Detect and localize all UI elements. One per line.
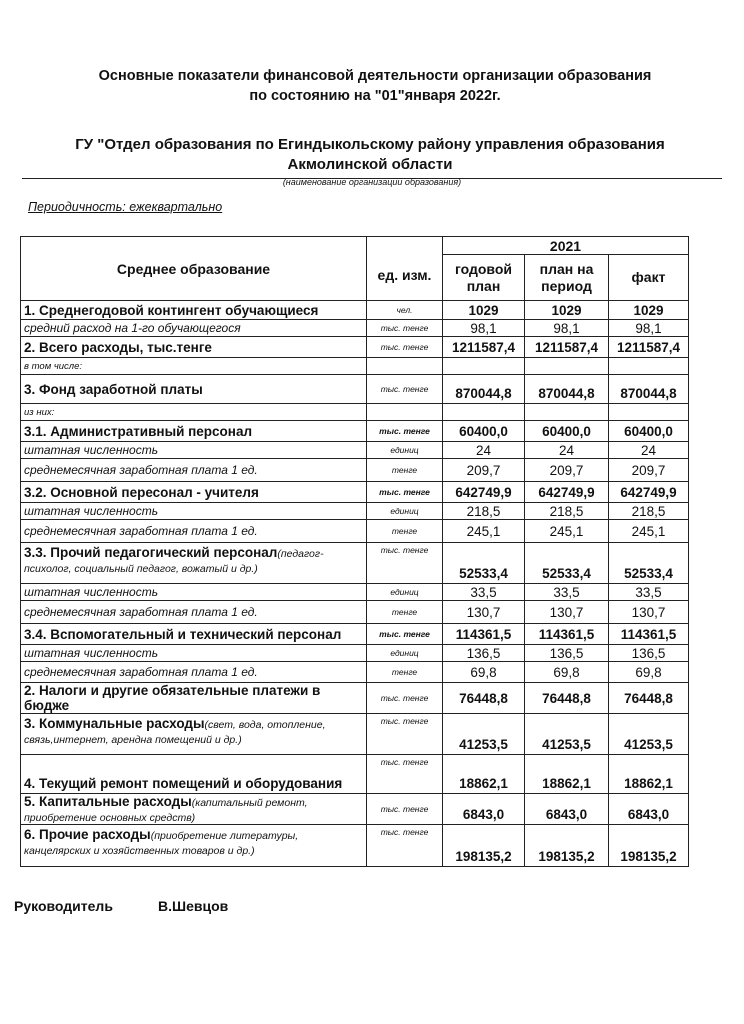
row-period-value: 18862,1 (525, 755, 609, 794)
row-label-cell (21, 421, 367, 442)
row-annual-value: 198135,2 (443, 825, 525, 867)
table-row (21, 482, 689, 503)
row-label-cell (21, 503, 367, 520)
title-line-1: Основные показатели финансовой деятельности организации образования (98, 68, 652, 84)
row-label-note: (приобретение литературы, канцелярских и хозяйственных товаров и др.) (24, 830, 299, 857)
row-fact-value (609, 404, 689, 421)
row-label: 2. Всего расходы, тыс.тенге (24, 339, 212, 355)
row-unit-cell: единиц (367, 503, 443, 520)
row-unit-cell: единиц (367, 645, 443, 662)
row-label-note: (педагог-психолог, социальный педагог, вожатый и др.) (24, 548, 324, 575)
row-unit-cell (367, 358, 443, 375)
row-unit-cell: тыс. тенге (367, 375, 443, 404)
row-unit-cell: тыс. тенге (367, 482, 443, 503)
row-period-value (525, 404, 609, 421)
table-header-row (21, 237, 689, 255)
row-unit-cell: тыс. тенге (367, 714, 443, 755)
row-annual-value: 33,5 (443, 584, 525, 601)
row-annual-value (443, 358, 525, 375)
row-label-cell (21, 459, 367, 482)
row-annual-value: 1029 (443, 301, 525, 320)
row-annual-value: 6843,0 (443, 794, 525, 825)
periodicity-label: Периодичность: ежеквартально (28, 200, 223, 214)
row-annual-value: 41253,5 (443, 714, 525, 755)
row-unit-cell: тыс. тенге (367, 337, 443, 358)
unit-header-cell: ед. изм. (367, 237, 443, 301)
row-label: штатная численность (24, 443, 159, 457)
row-fact-value: 24 (609, 442, 689, 459)
row-annual-value: 245,1 (443, 520, 525, 543)
row-label-cell (21, 714, 367, 755)
row-label: в том числе: (24, 360, 83, 372)
row-annual-value: 52533,4 (443, 543, 525, 584)
row-annual-value: 69,8 (443, 662, 525, 683)
row-annual-value: 24 (443, 442, 525, 459)
row-fact-value: 1029 (609, 301, 689, 320)
row-label-cell (21, 442, 367, 459)
table-row (21, 584, 689, 601)
row-label: 6. Прочие расходы (24, 827, 151, 842)
row-unit-cell: тыс. тенге (367, 320, 443, 337)
row-unit-cell: тенге (367, 520, 443, 543)
row-annual-value: 870044,8 (443, 375, 525, 404)
row-unit-cell: тыс. тенге (367, 755, 443, 794)
row-fact-value: 198135,2 (609, 825, 689, 867)
row-period-value: 76448,8 (525, 683, 609, 714)
row-label: средний расход на 1-го обучающегося (24, 321, 241, 335)
row-label-cell (21, 624, 367, 645)
row-unit-cell: тыс. тенге (367, 624, 443, 645)
financial-indicators-table (20, 236, 689, 867)
row-annual-value: 114361,5 (443, 624, 525, 645)
row-label-cell (21, 825, 367, 867)
row-unit-cell (367, 404, 443, 421)
row-period-value: 245,1 (525, 520, 609, 543)
row-fact-value: 114361,5 (609, 624, 689, 645)
row-unit-cell: тыс. тенге (367, 543, 443, 584)
row-label-cell (21, 543, 367, 584)
row-label-cell (21, 683, 367, 714)
row-annual-value: 218,5 (443, 503, 525, 520)
annual-plan-header: годовой план (443, 255, 525, 301)
organization-name: ГУ "Отдел образования по Егиндыкольскому району управления образования Акмолинской области (75, 136, 665, 173)
row-label-cell (21, 584, 367, 601)
row-label: среднемесячная заработная плата 1 ед. (24, 524, 258, 538)
row-label: 3. Фонд заработной платы (24, 381, 203, 397)
row-label: среднемесячная заработная плата 1 ед. (24, 665, 258, 679)
row-period-value: 130,7 (525, 601, 609, 624)
row-label-note: (свет, вода, отопление, связь,интернет, арендна помещений и др.) (24, 719, 326, 746)
signature-role: Руководитель (14, 898, 113, 914)
table-row (21, 825, 689, 867)
row-period-value: 41253,5 (525, 714, 609, 755)
row-unit-cell: тенге (367, 601, 443, 624)
table-row (21, 794, 689, 825)
title-line-2: по состоянию на "01"января 2022г. (249, 88, 501, 104)
row-period-value: 136,5 (525, 645, 609, 662)
row-fact-value: 218,5 (609, 503, 689, 520)
row-annual-value: 130,7 (443, 601, 525, 624)
row-fact-value (609, 358, 689, 375)
row-period-value: 870044,8 (525, 375, 609, 404)
document-title (60, 66, 690, 106)
row-label-cell (21, 601, 367, 624)
row-unit-cell: единиц (367, 442, 443, 459)
row-label: штатная численность (24, 585, 159, 599)
row-fact-value: 76448,8 (609, 683, 689, 714)
row-fact-value: 69,8 (609, 662, 689, 683)
row-label-note: (капитальный ремонт, приобретение основных средств) (24, 797, 308, 824)
row-fact-value: 209,7 (609, 459, 689, 482)
table-row (21, 662, 689, 683)
period-plan-header: план на период (525, 255, 609, 301)
row-fact-value: 6843,0 (609, 794, 689, 825)
table-row (21, 421, 689, 442)
row-fact-value: 130,7 (609, 601, 689, 624)
table-row (21, 683, 689, 714)
row-annual-value: 209,7 (443, 459, 525, 482)
table-row (21, 645, 689, 662)
row-fact-value: 98,1 (609, 320, 689, 337)
row-period-value: 1211587,4 (525, 337, 609, 358)
row-label: 3. Коммунальные расходы (24, 716, 205, 731)
table-title-cell: Среднее образование (21, 237, 367, 301)
table-row (21, 601, 689, 624)
row-label-cell (21, 645, 367, 662)
row-fact-value: 41253,5 (609, 714, 689, 755)
row-period-value: 114361,5 (525, 624, 609, 645)
row-annual-value: 60400,0 (443, 421, 525, 442)
row-unit-cell: тыс. тенге (367, 421, 443, 442)
row-fact-value: 642749,9 (609, 482, 689, 503)
row-period-value: 1029 (525, 301, 609, 320)
row-label: среднемесячная заработная плата 1 ед. (24, 605, 258, 619)
row-fact-value: 245,1 (609, 520, 689, 543)
row-label: штатная численность (24, 504, 159, 518)
row-fact-value: 33,5 (609, 584, 689, 601)
table-body (21, 301, 689, 867)
table-row (21, 320, 689, 337)
row-label-cell (21, 482, 367, 503)
row-unit-cell: единиц (367, 584, 443, 601)
row-annual-value: 76448,8 (443, 683, 525, 714)
row-annual-value: 18862,1 (443, 755, 525, 794)
row-period-value: 218,5 (525, 503, 609, 520)
row-label-cell (21, 794, 367, 825)
row-period-value: 209,7 (525, 459, 609, 482)
row-label: 3.1. Административный персонал (24, 423, 253, 439)
fact-header: факт (609, 255, 689, 301)
row-label-cell (21, 520, 367, 543)
row-label-cell (21, 358, 367, 375)
table-row (21, 442, 689, 459)
row-fact-value: 870044,8 (609, 375, 689, 404)
row-label: среднемесячная заработная плата 1 ед. (24, 463, 258, 477)
table-row (21, 503, 689, 520)
row-period-value: 60400,0 (525, 421, 609, 442)
row-label: 2. Налоги и другие обязательные платежи в бюдже (24, 683, 321, 713)
row-unit-cell: тыс. тенге (367, 794, 443, 825)
row-period-value: 33,5 (525, 584, 609, 601)
signature-name: В.Шевцов (158, 898, 229, 914)
table-row (21, 404, 689, 421)
row-period-value: 98,1 (525, 320, 609, 337)
table-row (21, 543, 689, 584)
row-fact-value: 18862,1 (609, 755, 689, 794)
row-annual-value: 136,5 (443, 645, 525, 662)
organization-caption: (наименование организации образования) (282, 177, 462, 187)
row-label: 5. Капитальные расходы (24, 794, 192, 809)
row-unit-cell: чел. (367, 301, 443, 320)
row-fact-value: 52533,4 (609, 543, 689, 584)
row-label: 3.3. Прочий педагогический персонал (24, 545, 278, 560)
row-period-value: 198135,2 (525, 825, 609, 867)
row-label-cell (21, 755, 367, 794)
row-label-cell (21, 337, 367, 358)
table-row (21, 337, 689, 358)
row-label-cell (21, 662, 367, 683)
row-label: 1. Среднегодовой контингент обучающиеся (24, 302, 319, 318)
row-annual-value: 642749,9 (443, 482, 525, 503)
row-period-value (525, 358, 609, 375)
table-row (21, 375, 689, 404)
row-unit-cell: тенге (367, 459, 443, 482)
row-label: 3.4. Вспомогательный и технический персонал (24, 626, 342, 642)
row-annual-value: 1211587,4 (443, 337, 525, 358)
table-row (21, 301, 689, 320)
row-annual-value (443, 404, 525, 421)
row-period-value: 69,8 (525, 662, 609, 683)
row-unit-cell: тыс. тенге (367, 683, 443, 714)
table-row (21, 624, 689, 645)
row-fact-value: 136,5 (609, 645, 689, 662)
row-label-cell (21, 375, 367, 404)
table-row (21, 459, 689, 482)
table-row (21, 358, 689, 375)
table-row (21, 714, 689, 755)
row-label: 3.2. Основной пересонал - учителя (24, 484, 259, 500)
row-fact-value: 60400,0 (609, 421, 689, 442)
row-unit-cell: тенге (367, 662, 443, 683)
row-unit-cell: тыс. тенге (367, 825, 443, 867)
row-label: штатная численность (24, 646, 159, 660)
row-period-value: 6843,0 (525, 794, 609, 825)
row-label: 4. Текущий ремонт помещений и оборудования (24, 776, 343, 791)
row-label-cell (21, 301, 367, 320)
table-row (21, 520, 689, 543)
row-label-cell (21, 404, 367, 421)
row-annual-value: 98,1 (443, 320, 525, 337)
year-header-cell: 2021 (443, 237, 689, 255)
row-label: из них: (24, 406, 55, 418)
table-row (21, 755, 689, 794)
row-period-value: 52533,4 (525, 543, 609, 584)
row-label-cell (21, 320, 367, 337)
row-fact-value: 1211587,4 (609, 337, 689, 358)
row-period-value: 24 (525, 442, 609, 459)
row-period-value: 642749,9 (525, 482, 609, 503)
